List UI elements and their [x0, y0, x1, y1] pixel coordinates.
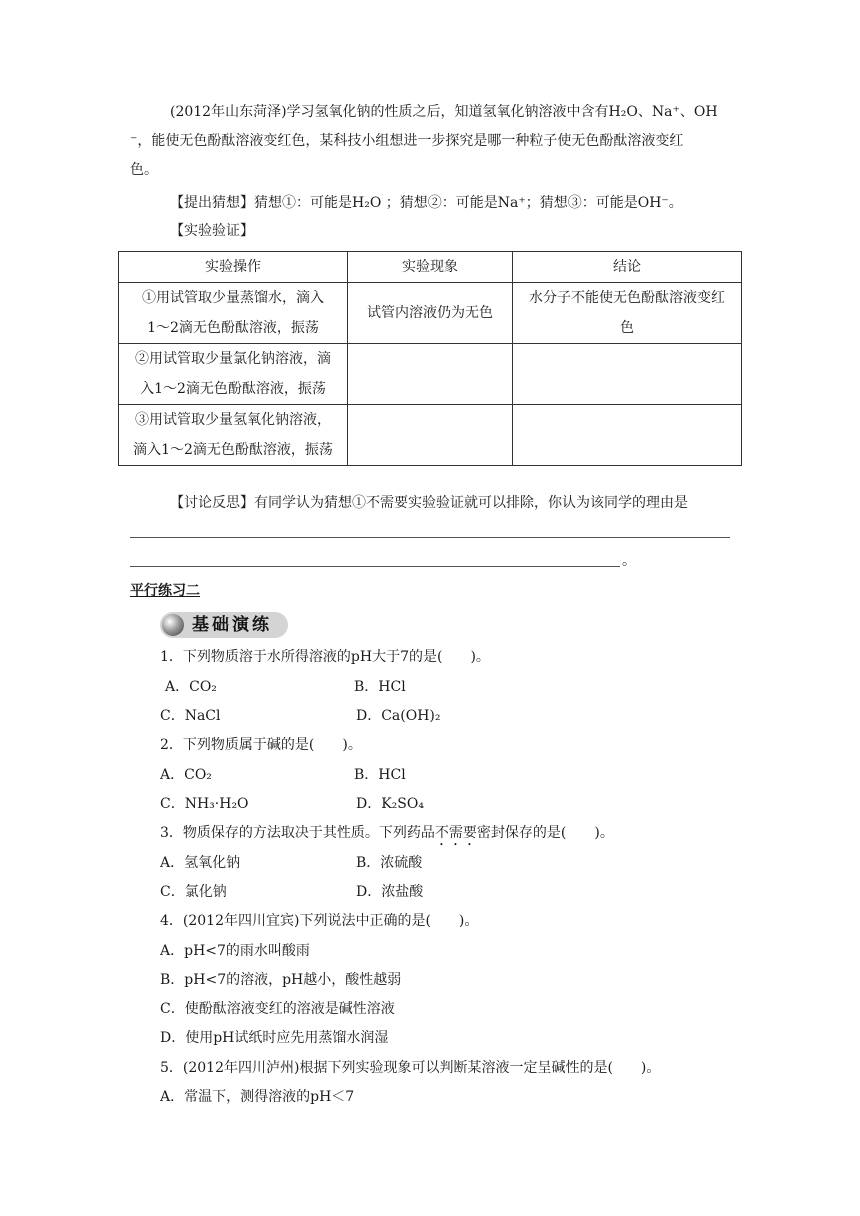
- table-row: [119, 405, 742, 466]
- operation-line: ①用试管取少量蒸馏水，滴入: [142, 290, 324, 306]
- option-d: D．使用pH试纸时应先用蒸馏水润湿: [160, 1030, 389, 1046]
- option-d: D．K₂SO₄: [356, 796, 424, 812]
- operation-line: 入1～2滴无色酚酞溶液，振荡: [140, 381, 326, 397]
- question-stem: 4．(2012年四川宜宾)下列说法中正确的是( )。: [160, 913, 479, 929]
- verify-heading: 【实验验证】: [170, 223, 254, 239]
- option-b: B．浓硫酸: [356, 855, 423, 871]
- table-cell-operation: [119, 283, 348, 344]
- intro-line-2: ⁻，能使无色酚酞溶液变红色，某科技小组想进一步探究是哪一种粒子使无色酚酞溶液变红: [130, 133, 684, 149]
- table-row: [119, 283, 742, 344]
- table-cell-conclusion: [513, 344, 742, 405]
- table-cell-conclusion: [513, 283, 742, 344]
- operation-line: 滴入1～2滴无色酚酞溶液，振荡: [133, 442, 333, 458]
- conclusion-line: 色: [620, 320, 634, 336]
- question-stem: 2．下列物质属于碱的是( )。: [160, 737, 362, 753]
- option-c: C．氯化钠: [160, 884, 227, 900]
- banner-text: 基础演练: [192, 615, 272, 635]
- section-title: 平行练习二: [130, 583, 200, 599]
- table-header-cell: 结论: [513, 252, 742, 283]
- option-b: B．HCl: [354, 679, 406, 695]
- experiment-table: [118, 251, 742, 466]
- stem-text: 3．物质保存的方法取决于其性质。下列药品: [160, 825, 435, 841]
- table-header-cell: 实验操作: [119, 252, 348, 283]
- option-c: C．使酚酞溶液变红的溶液是碱性溶液: [160, 1001, 395, 1017]
- answer-blank-line-1: [130, 537, 730, 538]
- option-b: B．HCl: [354, 767, 406, 783]
- stem-text: 密封保存的是( )。: [476, 825, 614, 841]
- table-header-cell: 实验现象: [348, 252, 513, 283]
- table-header-row: [119, 252, 742, 283]
- table-cell-operation: [119, 344, 348, 405]
- intro-line-1: (2012年山东菏泽)学习氢氧化钠的性质之后，知道氢氧化钠溶液中含有H₂O、Na⁺、OH: [170, 104, 718, 120]
- option-c: C．NaCl: [160, 708, 221, 724]
- option-d: D．浓盐酸: [356, 884, 424, 900]
- emphasized-text: 不需要: [434, 825, 477, 841]
- discussion-line: 【讨论反思】有同学认为猜想①不需要实验验证就可以排除，你认为该同学的理由是: [170, 495, 688, 511]
- conclusion-line: 水分子不能使无色酚酞溶液变红: [529, 290, 725, 306]
- table-cell-phenomenon: [348, 344, 513, 405]
- table-cell-operation: [119, 405, 348, 466]
- hypothesis-line: 【提出猜想】猜想①：可能是H₂O ；猜想②：可能是Na⁺；猜想③：可能是OH⁻。: [170, 195, 683, 211]
- option-a: A．常温下，测得溶液的pH＜7: [160, 1089, 355, 1105]
- table-row: [119, 344, 742, 405]
- question-stem: 5．(2012年四川泸州)根据下列实验现象可以判断某溶液一定呈碱性的是( )。: [160, 1060, 661, 1076]
- question-stem: [160, 823, 614, 849]
- answer-blank-line-2: [130, 566, 620, 567]
- operation-line: ③用试管取少量氢氧化钠溶液，: [135, 412, 331, 428]
- discussion-end-mark: 。: [622, 553, 636, 569]
- option-d: D．Ca(OH)₂: [356, 708, 441, 724]
- operation-line: 1～2滴无色酚酞溶液，振荡: [147, 320, 319, 336]
- banner-ball-icon: [162, 614, 184, 636]
- question-stem: 1．下列物质溶于水所得溶液的pH大于7的是( )。: [160, 649, 490, 665]
- operation-line: ②用试管取少量氯化钠溶液，滴: [135, 351, 331, 367]
- option-c: C．NH₃·H₂O: [160, 796, 249, 812]
- option-a: A．pH<7的雨水叫酸雨: [160, 943, 310, 959]
- table-cell-conclusion: [513, 405, 742, 466]
- table-cell-phenomenon: 试管内溶液仍为无色: [348, 283, 513, 344]
- section-banner: [160, 612, 288, 638]
- option-a: A．CO₂: [160, 767, 212, 783]
- table-cell-phenomenon: [348, 405, 513, 466]
- option-a: A．CO₂: [165, 679, 217, 695]
- intro-line-3: 色。: [130, 162, 158, 178]
- option-b: B．pH<7的溶液，pH越小，酸性越弱: [160, 972, 402, 988]
- option-a: A．氢氧化钠: [160, 855, 241, 871]
